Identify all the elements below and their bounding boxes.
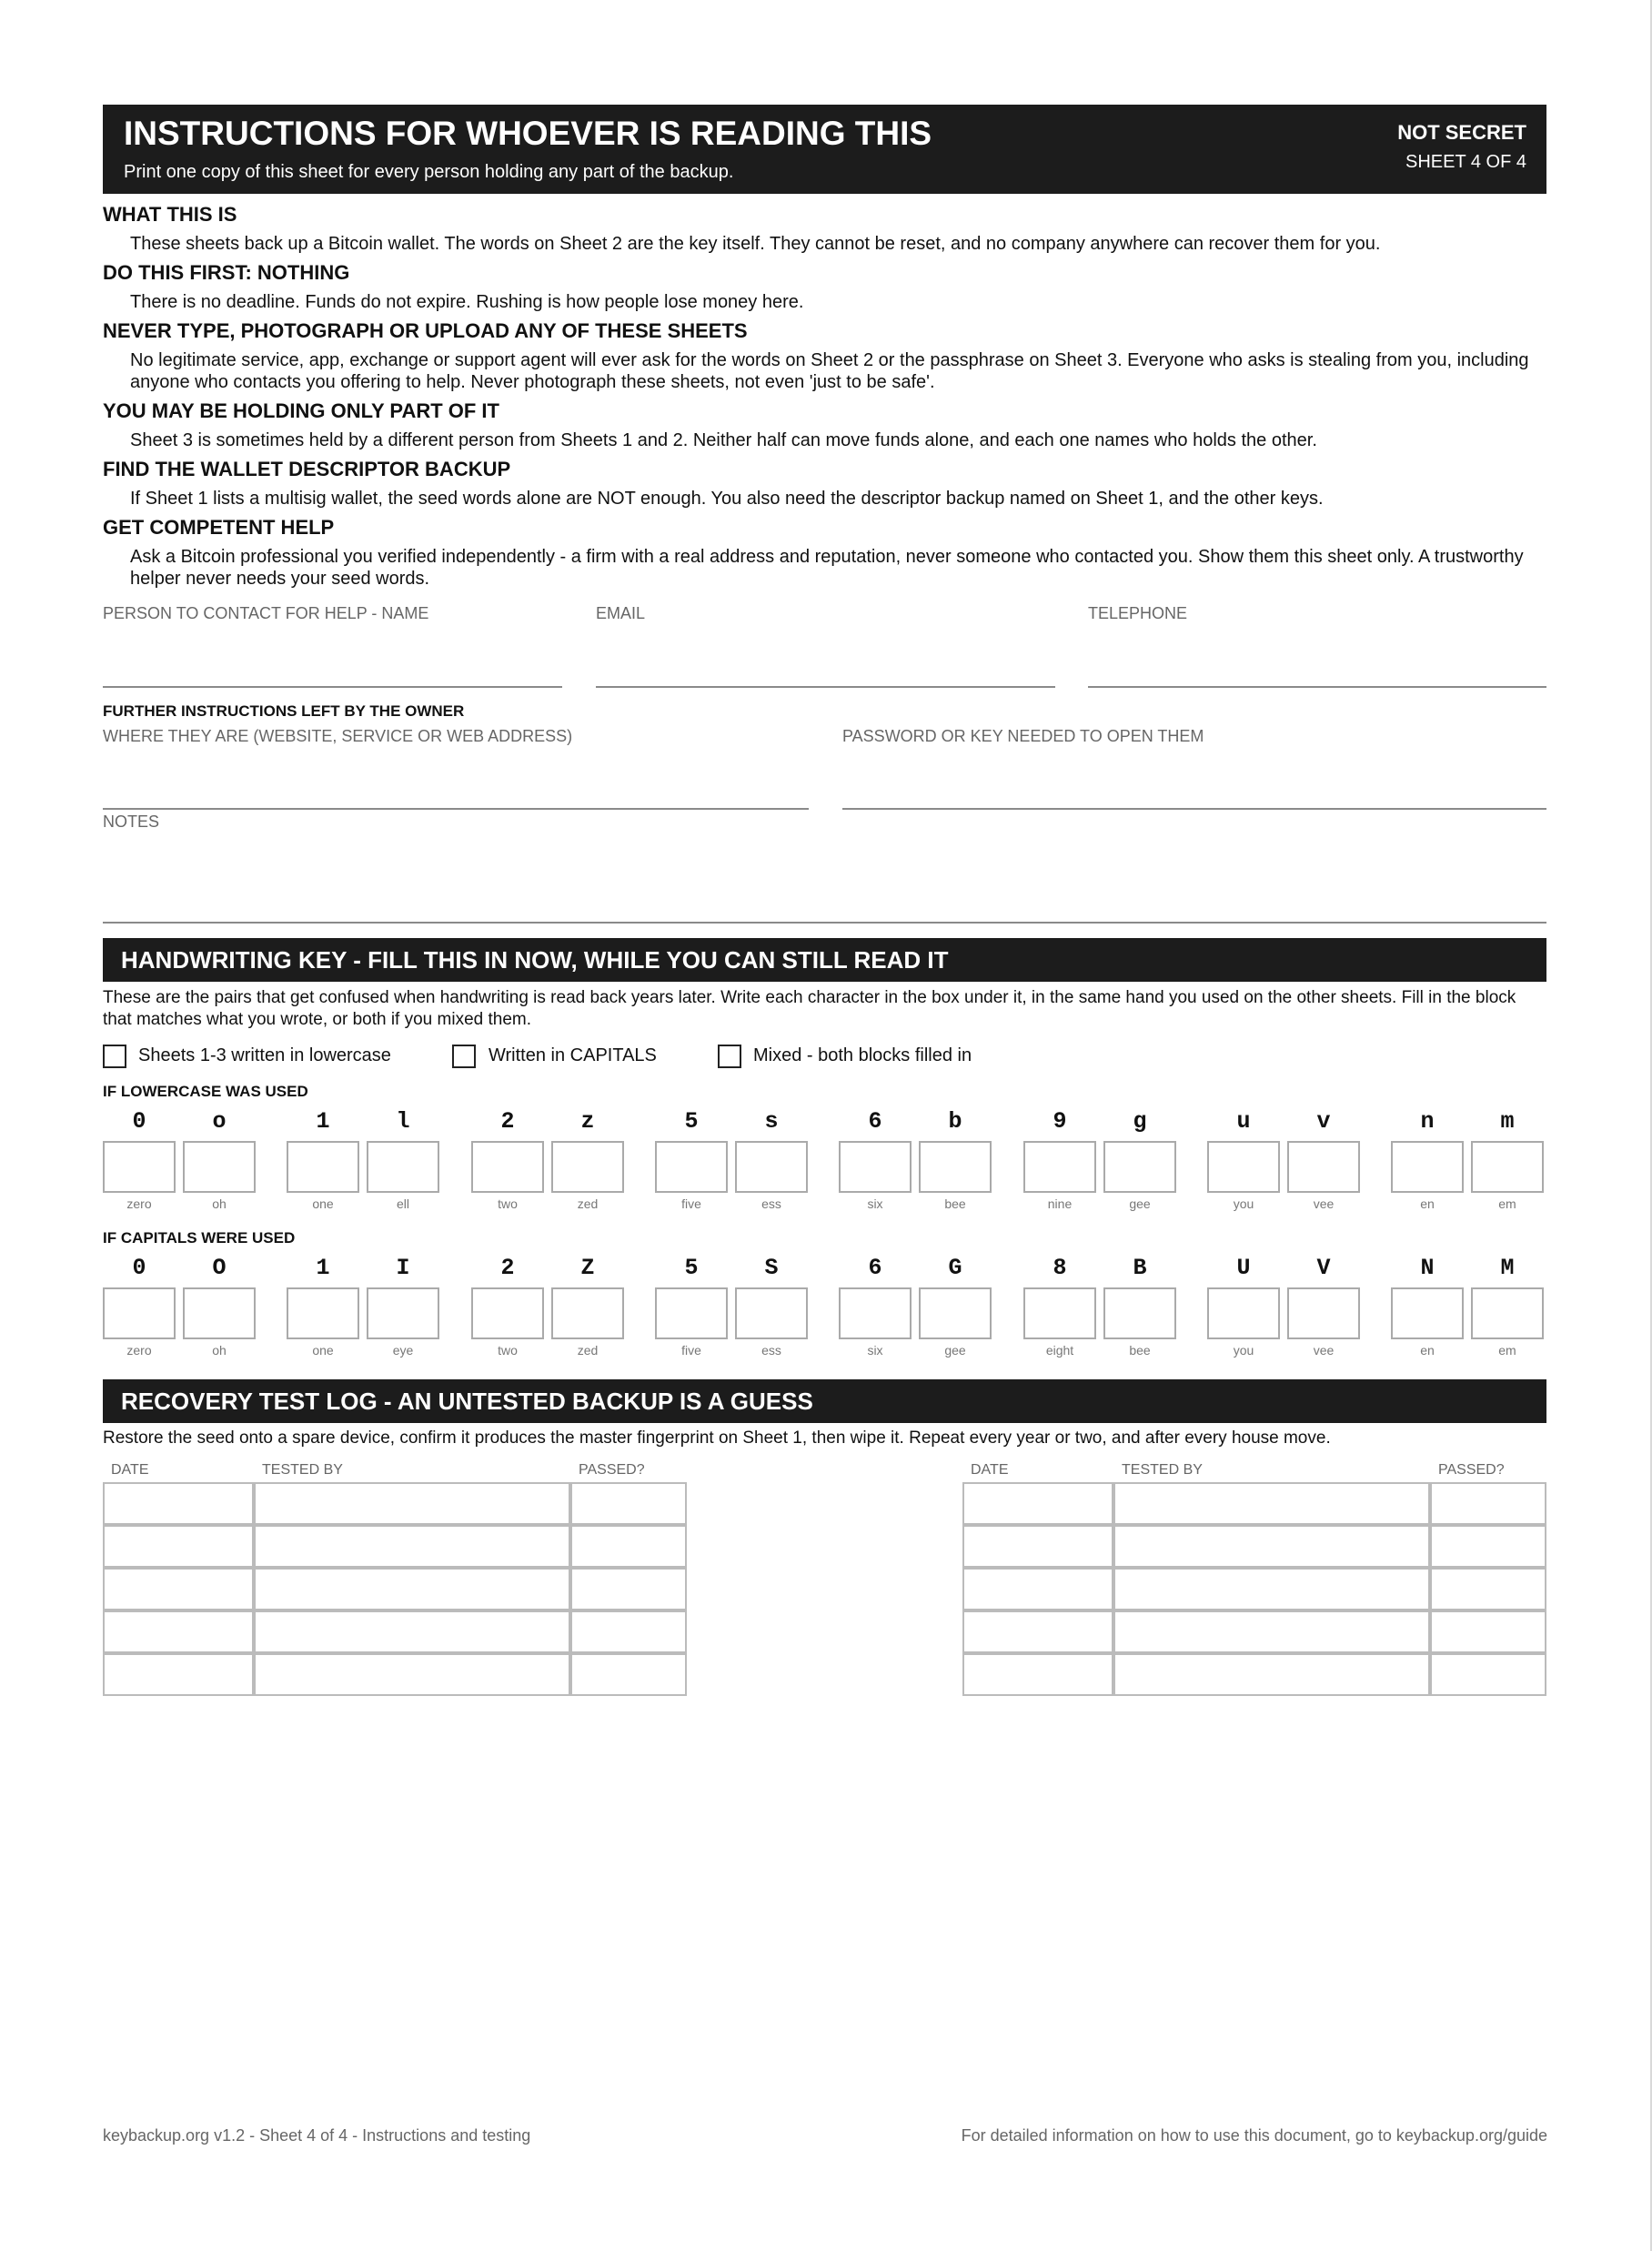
log-cell-tested-by[interactable]	[254, 1610, 570, 1653]
notes-field[interactable]	[103, 922, 1546, 924]
handwriting-glyph: O	[212, 1255, 227, 1281]
handwriting-char-name: you	[1233, 1196, 1254, 1211]
handwriting-glyph: U	[1236, 1255, 1251, 1281]
handwriting-glyph: z	[580, 1108, 595, 1135]
log-cell-date[interactable]	[103, 1525, 254, 1568]
log-header-passed: PASSED?	[579, 1462, 645, 1478]
handwriting-box[interactable]	[655, 1287, 728, 1339]
handwriting-box[interactable]	[471, 1287, 544, 1339]
section-body: Sheet 3 is sometimes held by a different person from Sheets 1 and 2. Neither half can move funds alone, and each one names who holds the other.	[130, 430, 1317, 450]
handwriting-box[interactable]	[919, 1141, 992, 1193]
handwriting-glyph: 8	[1053, 1255, 1067, 1281]
handwriting-char-name: one	[312, 1196, 334, 1211]
log-header-date: DATE	[971, 1462, 1009, 1478]
log-cell-passed[interactable]	[1430, 1482, 1546, 1525]
sheet-title: INSTRUCTIONS FOR WHOEVER IS READING THIS	[124, 115, 932, 152]
handwriting-glyph: 2	[500, 1255, 515, 1281]
sheet-number: SHEET 4 OF 4	[1405, 152, 1526, 172]
capitals-option-label: Written in CAPITALS	[489, 1045, 657, 1065]
capitals-heading: IF CAPITALS WERE USED	[103, 1229, 296, 1247]
handwriting-glyph: G	[948, 1255, 962, 1281]
handwriting-glyph: M	[1500, 1255, 1515, 1281]
contact-email-field[interactable]	[596, 686, 1055, 688]
handwriting-char-name: eye	[392, 1343, 414, 1358]
log-cell-tested-by[interactable]	[1113, 1610, 1430, 1653]
section-heading: DO THIS FIRST: NOTHING	[103, 261, 350, 284]
handwriting-glyph: S	[764, 1255, 779, 1281]
handwriting-char-name: em	[1498, 1343, 1516, 1358]
sheet-subtitle: Print one copy of this sheet for every person holding any part of the backup.	[124, 162, 734, 182]
handwriting-char-name: bee	[1129, 1343, 1151, 1358]
handwriting-box[interactable]	[735, 1287, 808, 1339]
handwriting-key-bar	[103, 938, 1546, 982]
handwriting-char-name: gee	[944, 1343, 966, 1358]
password-label: PASSWORD OR KEY NEEDED TO OPEN THEM	[842, 727, 1204, 745]
log-cell-date[interactable]	[962, 1568, 1113, 1610]
log-cell-passed[interactable]	[570, 1653, 687, 1696]
handwriting-char-name: one	[312, 1343, 334, 1358]
log-cell-date[interactable]	[103, 1568, 254, 1610]
handwriting-char-name: six	[867, 1196, 883, 1211]
handwriting-glyph: V	[1316, 1255, 1331, 1281]
log-header-tested-by: TESTED BY	[262, 1462, 343, 1478]
handwriting-char-name: em	[1498, 1196, 1516, 1211]
handwriting-glyph: n	[1420, 1108, 1435, 1135]
handwriting-char-name: six	[867, 1343, 883, 1358]
section-body: Ask a Bitcoin professional you verified independently - a firm with a real address and reputation, never someone who contacted you. Show them this sheet only. A trustworthy helper never needs your seed words.	[130, 547, 1524, 589]
handwriting-glyph: o	[212, 1108, 227, 1135]
handwriting-glyph: 1	[316, 1255, 330, 1281]
handwriting-glyph: 9	[1053, 1108, 1067, 1135]
where-field[interactable]	[103, 808, 809, 810]
section-heading: WHAT THIS IS	[103, 203, 237, 226]
handwriting-box[interactable]	[103, 1141, 176, 1193]
log-cell-date[interactable]	[103, 1482, 254, 1525]
handwriting-glyph: 1	[316, 1108, 330, 1135]
handwriting-glyph: Z	[580, 1255, 595, 1281]
handwriting-glyph: s	[764, 1108, 779, 1135]
handwriting-char-name: zed	[577, 1343, 599, 1358]
section-body: If Sheet 1 lists a multisig wallet, the seed words alone are NOT enough. You also need the descriptor backup named on Sheet 1, and the other keys.	[130, 489, 1324, 509]
handwriting-char-name: vee	[1313, 1196, 1335, 1211]
sheet-header	[103, 105, 1546, 194]
log-cell-passed[interactable]	[570, 1525, 687, 1568]
handwriting-glyph: 0	[132, 1108, 146, 1135]
handwriting-box[interactable]	[287, 1287, 359, 1339]
handwriting-box[interactable]	[551, 1141, 624, 1193]
log-cell-tested-by[interactable]	[1113, 1525, 1430, 1568]
footer-right: For detailed information on how to use this document, go to keybackup.org/guide	[961, 2126, 1547, 2145]
handwriting-glyph: m	[1500, 1108, 1515, 1135]
handwriting-box[interactable]	[1023, 1287, 1096, 1339]
handwriting-box[interactable]	[183, 1287, 256, 1339]
section-body: No legitimate service, app, exchange or support agent will ever ask for the words on Sheet 2 or the passphrase on Sheet 3. Everyone who asks is stealing from you, including anyone who contacts you offering to help. Never photograph these sheets, not even 'just to be safe'.	[130, 350, 1529, 392]
handwriting-box[interactable]	[1391, 1141, 1464, 1193]
log-cell-passed[interactable]	[1430, 1568, 1546, 1610]
log-cell-passed[interactable]	[1430, 1653, 1546, 1696]
handwriting-char-name: ell	[396, 1196, 409, 1211]
log-header-date: DATE	[111, 1462, 149, 1478]
handwriting-glyph: 5	[684, 1255, 699, 1281]
section-heading: NEVER TYPE, PHOTOGRAPH OR UPLOAD ANY OF THESE SHEETS	[103, 319, 748, 342]
log-cell-tested-by[interactable]	[1113, 1482, 1430, 1525]
handwriting-glyph: N	[1420, 1255, 1435, 1281]
handwriting-glyph: b	[948, 1108, 962, 1135]
handwriting-box[interactable]	[471, 1141, 544, 1193]
log-cell-date[interactable]	[962, 1653, 1113, 1696]
handwriting-char-name: two	[498, 1196, 518, 1211]
log-cell-tested-by[interactable]	[254, 1653, 570, 1696]
recovery-log-description: Restore the seed onto a spare device, confirm it produces the master fingerprint on Sheet 1, then wipe it. Repeat every year or two, and after every house move.	[103, 1428, 1331, 1448]
log-cell-date[interactable]	[962, 1525, 1113, 1568]
handwriting-char-name: gee	[1129, 1196, 1151, 1211]
handwriting-box[interactable]	[551, 1287, 624, 1339]
handwriting-box[interactable]	[1391, 1287, 1464, 1339]
handwriting-glyph: l	[396, 1108, 410, 1135]
section-heading: YOU MAY BE HOLDING ONLY PART OF IT	[103, 399, 499, 422]
capitals-checkbox[interactable]	[452, 1045, 476, 1068]
handwriting-glyph: 2	[500, 1108, 515, 1135]
log-header-passed: PASSED?	[1438, 1462, 1505, 1478]
handwriting-box[interactable]	[839, 1141, 912, 1193]
log-header-tested-by: TESTED BY	[1122, 1462, 1203, 1478]
log-cell-tested-by[interactable]	[254, 1525, 570, 1568]
handwriting-char-name: ess	[761, 1343, 781, 1358]
handwriting-box[interactable]	[367, 1141, 439, 1193]
handwriting-char-name: oh	[212, 1196, 227, 1211]
log-cell-date[interactable]	[103, 1653, 254, 1696]
handwriting-box[interactable]	[1471, 1287, 1544, 1339]
section-body: These sheets back up a Bitcoin wallet. The words on Sheet 2 are the key itself. They cannot be reset, and no company anywhere can recover them for you.	[130, 234, 1381, 254]
handwriting-box[interactable]	[1287, 1141, 1360, 1193]
handwriting-char-name: nine	[1047, 1196, 1073, 1211]
handwriting-char-name: bee	[944, 1196, 966, 1211]
lowercase-heading: IF LOWERCASE WAS USED	[103, 1083, 308, 1100]
handwriting-box[interactable]	[735, 1141, 808, 1193]
contact-name-label: PERSON TO CONTACT FOR HELP - NAME	[103, 604, 429, 622]
lowercase-checkbox[interactable]	[103, 1045, 126, 1068]
log-cell-tested-by[interactable]	[1113, 1653, 1430, 1696]
handwriting-char-name: en	[1420, 1343, 1435, 1358]
log-cell-tested-by[interactable]	[1113, 1568, 1430, 1610]
handwriting-box[interactable]	[103, 1287, 176, 1339]
handwriting-char-name: en	[1420, 1196, 1435, 1211]
handwriting-key-title: HANDWRITING KEY - FILL THIS IN NOW, WHILE YOU CAN STILL READ IT	[121, 946, 949, 974]
handwriting-glyph: u	[1236, 1108, 1251, 1135]
handwriting-box[interactable]	[1471, 1141, 1544, 1193]
handwriting-box[interactable]	[1103, 1141, 1176, 1193]
handwriting-char-name: zed	[577, 1196, 599, 1211]
contact-name-field[interactable]	[103, 686, 562, 688]
handwriting-char-name: two	[498, 1343, 518, 1358]
mixed-option-label: Mixed - both blocks filled in	[753, 1045, 972, 1065]
handwriting-glyph: I	[396, 1255, 410, 1281]
section-heading: FIND THE WALLET DESCRIPTOR BACKUP	[103, 458, 511, 480]
footer-left: keybackup.org v1.2 - Sheet 4 of 4 - Instructions and testing	[103, 2126, 531, 2145]
handwriting-glyph: B	[1133, 1255, 1147, 1281]
log-cell-passed[interactable]	[570, 1610, 687, 1653]
contact-email-label: EMAIL	[596, 604, 646, 622]
handwriting-char-name: zero	[126, 1196, 152, 1211]
handwriting-box[interactable]	[839, 1287, 912, 1339]
handwriting-glyph: 6	[868, 1255, 882, 1281]
password-field[interactable]	[842, 808, 1546, 810]
contact-phone-label: TELEPHONE	[1088, 604, 1188, 622]
handwriting-char-name: five	[681, 1196, 701, 1211]
recovery-log-bar	[103, 1379, 1546, 1423]
handwriting-box[interactable]	[287, 1141, 359, 1193]
handwriting-glyph: g	[1133, 1108, 1147, 1135]
handwriting-char-name: ess	[761, 1196, 781, 1211]
handwriting-glyph: v	[1316, 1108, 1331, 1135]
handwriting-char-name: oh	[212, 1343, 227, 1358]
log-cell-date[interactable]	[962, 1610, 1113, 1653]
handwriting-char-name: eight	[1045, 1343, 1074, 1358]
mixed-checkbox[interactable]	[718, 1045, 741, 1068]
handwriting-box[interactable]	[1023, 1141, 1096, 1193]
handwriting-box[interactable]	[183, 1141, 256, 1193]
handwriting-char-name: you	[1233, 1343, 1254, 1358]
handwriting-box[interactable]	[655, 1141, 728, 1193]
handwriting-box[interactable]	[1103, 1287, 1176, 1339]
lowercase-option-label: Sheets 1-3 written in lowercase	[138, 1045, 391, 1065]
handwriting-key-description: These are the pairs that get confused when handwriting is read back years later. Write each character in the box under it, in the same hand you used on the other sheets. Fill in the block that matches what you wrote, or both if you mixed them.	[103, 988, 1516, 1029]
log-cell-passed[interactable]	[1430, 1610, 1546, 1653]
section-heading: GET COMPETENT HELP	[103, 516, 335, 539]
handwriting-box[interactable]	[919, 1287, 992, 1339]
contact-phone-field[interactable]	[1088, 686, 1546, 688]
handwriting-char-name: five	[681, 1343, 701, 1358]
handwriting-box[interactable]	[1207, 1287, 1280, 1339]
handwriting-box[interactable]	[1207, 1141, 1280, 1193]
handwriting-box[interactable]	[1287, 1287, 1360, 1339]
notes-label: NOTES	[103, 813, 160, 831]
handwriting-char-name: vee	[1313, 1343, 1335, 1358]
log-cell-passed[interactable]	[570, 1568, 687, 1610]
log-cell-passed[interactable]	[570, 1482, 687, 1525]
handwriting-char-name: zero	[126, 1343, 152, 1358]
secrecy-label: NOT SECRET	[1397, 121, 1526, 144]
log-cell-tested-by[interactable]	[254, 1482, 570, 1525]
where-label: WHERE THEY ARE (WEBSITE, SERVICE OR WEB ADDRESS)	[103, 727, 573, 745]
log-cell-date[interactable]	[103, 1610, 254, 1653]
handwriting-box[interactable]	[367, 1287, 439, 1339]
handwriting-glyph: 5	[684, 1108, 699, 1135]
log-cell-date[interactable]	[962, 1482, 1113, 1525]
recovery-log-title: RECOVERY TEST LOG - AN UNTESTED BACKUP IS A GUESS	[121, 1388, 813, 1415]
handwriting-glyph: 6	[868, 1108, 882, 1135]
section-body: There is no deadline. Funds do not expire. Rushing is how people lose money here.	[130, 292, 804, 312]
log-cell-tested-by[interactable]	[254, 1568, 570, 1610]
further-instructions-heading: FURTHER INSTRUCTIONS LEFT BY THE OWNER	[103, 702, 465, 720]
log-cell-passed[interactable]	[1430, 1525, 1546, 1568]
handwriting-glyph: 0	[132, 1255, 146, 1281]
